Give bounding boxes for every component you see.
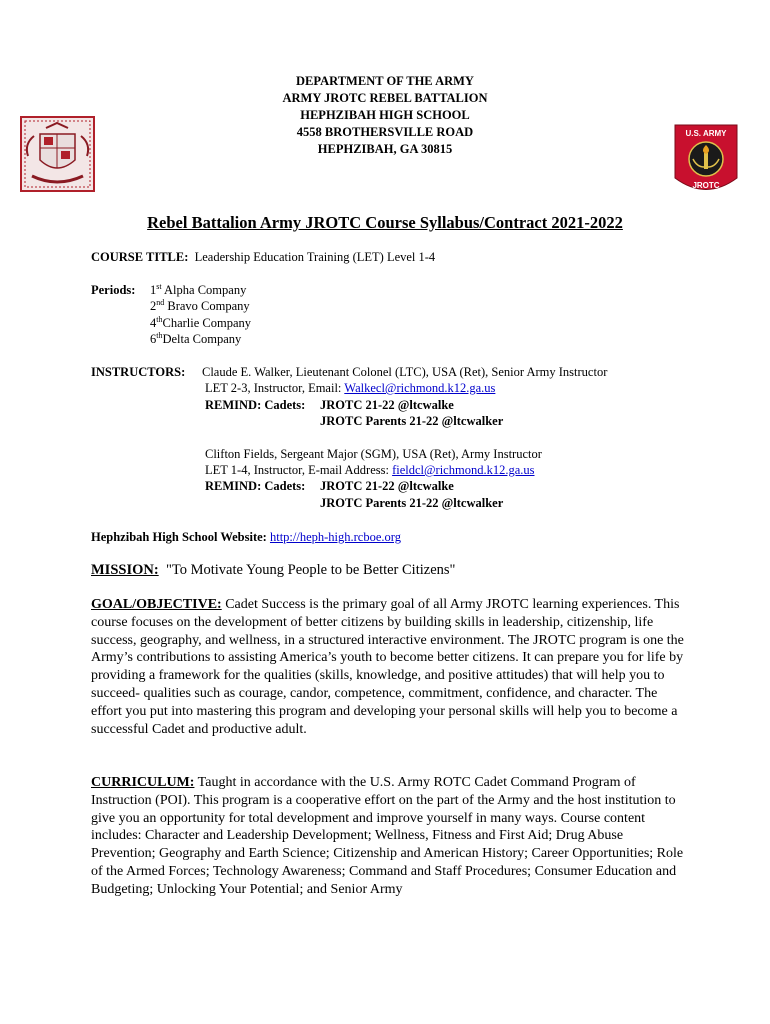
instructor-2-name: Clifton Fields, Sergeant Major (SGM), USA (Ret), Army Instructor xyxy=(205,447,542,461)
goal-label: GOAL/OBJECTIVE: xyxy=(91,597,222,612)
instructor-2-contact: LET 1-4, Instructor, E-mail Address: fieldcl@richmond.k12.ga.us xyxy=(205,463,535,477)
letterhead-city: HEPHZIBAH, GA 30815 xyxy=(317,142,453,156)
goal-text: Cadet Success is the primary goal of all Army JROTC learning experiences. This course focuses on the development of better citizens by building skills in leadership, citizenship, life success, geography, and wellness, in a structured interactive environment. The JROTC program is one the Army’s contributions to assisting America’s youth to become better citizens. It can prepare you for life by providing a framework for the qualities (skills, knowledge, and positive attitudes) that will help you to succeed- qualities such as courage, candor, competence, commitment, confidence, and character. The effort you put into mastering this program and developing your personal skills will help you to become a successful Cadet and productive adult. xyxy=(91,597,684,737)
instructor-1-name: Claude E. Walker, Lieutenant Colonel (LTC), USA (Ret), Senior Army Instructor xyxy=(202,365,608,379)
letterhead-battalion: ARMY JROTC REBEL BATTALION xyxy=(282,91,488,105)
period-item: 6thDelta Company xyxy=(150,330,242,346)
instructor-1-email-link[interactable]: Walkecl@richmond.k12.ga.us xyxy=(344,381,496,395)
periods-label: Periods: xyxy=(91,283,136,297)
course-title-label: COURSE TITLE: xyxy=(91,250,189,264)
jrotc-logo-bottom-text: JROTC xyxy=(692,181,720,190)
curriculum-text: Taught in accordance with the U.S. Army ROTC Cadet Command Program of Instruction (POI). This program is a cooperative effort on the part of the Army and the host institution to give you an opportunity for total development and improve yourself in many ways. Course content includes: Character and Leadership Development; Wellness, Fitness and First Aid; Drug Abuse Prevention; Geography and Earth Science; Citizenship and American History; Career Opportunities; Role of the Armed Forces; Technology Awareness; Command and Staff Procedures; Consumer Education and Budgeting; Unlocking Your Potential; and Senior Army xyxy=(91,775,684,897)
instructor-1-remind-parents: JROTC Parents 21-22 @ltcwalker xyxy=(320,414,504,428)
course-title-line xyxy=(91,249,435,266)
instructor-1-remind-label: REMIND: Cadets: xyxy=(205,398,306,412)
goal-paragraph xyxy=(91,596,687,738)
mission-text: "To Motivate Young People to be Better Citizens" xyxy=(165,562,456,578)
jrotc-logo xyxy=(671,123,741,198)
letterhead xyxy=(0,73,770,158)
period-item: 2nd Bravo Company xyxy=(150,297,250,313)
website-line xyxy=(91,529,401,546)
instructor-2-remind-cadets: JROTC 21-22 @ltcwalke xyxy=(320,479,454,493)
period-item: 4thCharlie Company xyxy=(150,314,252,330)
letterhead-street: 4558 BROTHERSVILLE ROAD xyxy=(296,125,474,139)
instructors-label: INSTRUCTORS: xyxy=(91,365,186,379)
period-item: 1st Alpha Company xyxy=(150,281,247,297)
jrotc-logo-top-text: U.S. ARMY xyxy=(685,129,727,138)
instructor-2-remind-parents: JROTC Parents 21-22 @ltcwalker xyxy=(320,496,504,510)
curriculum-paragraph xyxy=(91,774,687,899)
instructor-1-remind-cadets: JROTC 21-22 @ltcwalke xyxy=(320,398,454,412)
mission-line xyxy=(91,561,455,579)
instructor-2-email-link[interactable]: fieldcl@richmond.k12.ga.us xyxy=(392,463,535,477)
instructor-1-contact: LET 2-3, Instructor, Email: Walkecl@richmond.k12.ga.us xyxy=(205,381,496,395)
letterhead-department: DEPARTMENT OF THE ARMY xyxy=(296,74,474,88)
document-title: Rebel Battalion Army JROTC Course Syllabus/Contract 2021-2022 xyxy=(147,213,623,232)
website-label: Hephzibah High School Website: xyxy=(91,530,267,544)
website-link[interactable]: http://heph-high.rcboe.org xyxy=(269,530,401,544)
school-crest-logo xyxy=(20,116,95,192)
mission-label: MISSION: xyxy=(91,562,159,578)
curriculum-label: CURRICULUM: xyxy=(91,775,195,790)
letterhead-school: HEPHZIBAH HIGH SCHOOL xyxy=(300,108,470,122)
course-title-value: Leadership Education Training (LET) Level 1-4 xyxy=(194,250,436,264)
instructor-2-remind-label: REMIND: Cadets: xyxy=(205,479,306,493)
